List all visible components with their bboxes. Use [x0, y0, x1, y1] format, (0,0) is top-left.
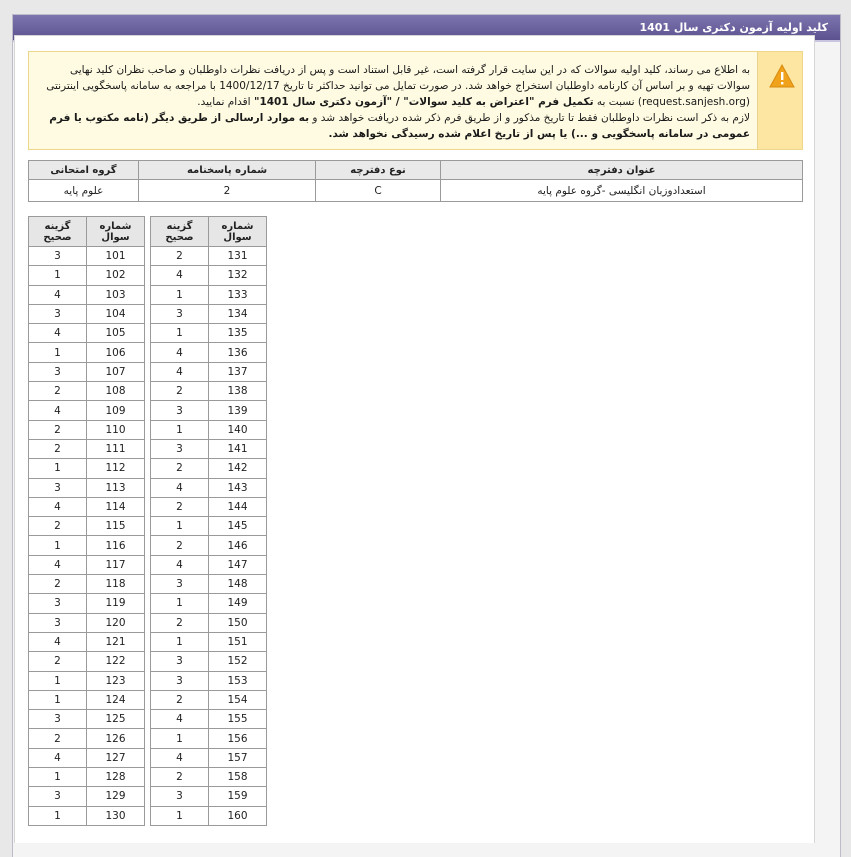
question-number: 147: [209, 555, 267, 574]
question-number: 118: [87, 575, 145, 594]
content-area: [14, 35, 815, 843]
header-answer-sheet-number: شماره پاسخنامه: [139, 161, 316, 180]
correct-option: 2: [29, 652, 87, 671]
correct-option: 1: [151, 632, 209, 651]
header-question-number: شماره سوال: [209, 217, 267, 247]
question-number: 150: [209, 613, 267, 632]
question-number: 102: [87, 266, 145, 285]
question-number: 105: [87, 324, 145, 343]
table-row: [151, 594, 267, 613]
correct-option: 3: [151, 401, 209, 420]
notice-bold2: به موارد ارسالی از طریق دیگر (نامه مکتوب یا فرم عمومی در سامانه پاسخگویی و ...) یا پس از تاریخ اعلام شده رسیدگی نخواهد شد.: [49, 112, 750, 140]
correct-option: 3: [151, 652, 209, 671]
answer-sheet-number: 2: [139, 180, 316, 202]
table-row: [29, 787, 145, 806]
booklet-info-table: [28, 160, 803, 202]
table-row: [29, 266, 145, 285]
correct-option: 4: [151, 343, 209, 362]
table-row: [151, 575, 267, 594]
question-number: 129: [87, 787, 145, 806]
question-number: 146: [209, 536, 267, 555]
table-row: [151, 748, 267, 767]
table-row: [29, 517, 145, 536]
correct-option: 2: [29, 382, 87, 401]
question-number: 157: [209, 748, 267, 767]
correct-option: 4: [151, 555, 209, 574]
correct-option: 4: [29, 324, 87, 343]
table-row: [29, 729, 145, 748]
table-row: [29, 401, 145, 420]
table-row: [151, 401, 267, 420]
table-row: [151, 266, 267, 285]
question-number: 111: [87, 439, 145, 458]
question-number: 120: [87, 613, 145, 632]
table-row: [151, 671, 267, 690]
correct-option: 1: [29, 536, 87, 555]
correct-option: 4: [29, 401, 87, 420]
correct-option: 2: [151, 382, 209, 401]
correct-option: 3: [151, 575, 209, 594]
table-row: [29, 324, 145, 343]
correct-option: 1: [29, 266, 87, 285]
table-row: [29, 497, 145, 516]
table-row: [151, 710, 267, 729]
correct-option: 4: [29, 497, 87, 516]
table-row: [151, 459, 267, 478]
header-exam-group: گروه امتحانی: [29, 161, 139, 180]
question-number: 155: [209, 710, 267, 729]
correct-option: 3: [29, 247, 87, 266]
table-row: [151, 768, 267, 787]
correct-option: 1: [29, 671, 87, 690]
correct-option: 3: [151, 304, 209, 323]
question-number: 156: [209, 729, 267, 748]
table-row: [151, 247, 267, 266]
correct-option: 4: [151, 266, 209, 285]
table-row: [29, 362, 145, 381]
table-row: [29, 536, 145, 555]
correct-option: 2: [29, 517, 87, 536]
notice-line2: اقدام نمایید.: [197, 96, 254, 108]
question-number: 114: [87, 497, 145, 516]
correct-option: 4: [151, 362, 209, 381]
question-number: 136: [209, 343, 267, 362]
question-number: 141: [209, 439, 267, 458]
booklet-type: C: [316, 180, 441, 202]
correct-option: 3: [29, 613, 87, 632]
question-number: 126: [87, 729, 145, 748]
table-row: [29, 439, 145, 458]
table-row: [29, 285, 145, 304]
question-number: 115: [87, 517, 145, 536]
correct-option: 4: [29, 632, 87, 651]
question-number: 133: [209, 285, 267, 304]
correct-option: 4: [151, 710, 209, 729]
question-number: 158: [209, 768, 267, 787]
question-number: 106: [87, 343, 145, 362]
table-row: [29, 382, 145, 401]
table-row: [29, 806, 145, 825]
notice-text: [35, 62, 750, 142]
table-row: [151, 304, 267, 323]
header-correct-option: گزینه صحیح: [151, 217, 209, 247]
table-row: [151, 632, 267, 651]
question-number: 116: [87, 536, 145, 555]
question-number: 132: [209, 266, 267, 285]
question-number: 149: [209, 594, 267, 613]
table-row: [151, 382, 267, 401]
table-row: [29, 459, 145, 478]
table-row: [29, 180, 803, 202]
table-row: [151, 536, 267, 555]
table-row: [151, 420, 267, 439]
correct-option: 1: [29, 806, 87, 825]
correct-option: 3: [151, 671, 209, 690]
question-number: 134: [209, 304, 267, 323]
correct-option: 1: [151, 285, 209, 304]
question-number: 103: [87, 285, 145, 304]
correct-option: 1: [29, 690, 87, 709]
table-row: [151, 652, 267, 671]
correct-option: 4: [151, 478, 209, 497]
table-row: [29, 710, 145, 729]
correct-option: 3: [151, 439, 209, 458]
question-number: 123: [87, 671, 145, 690]
question-number: 104: [87, 304, 145, 323]
question-number: 151: [209, 632, 267, 651]
question-number: 113: [87, 478, 145, 497]
question-number: 101: [87, 247, 145, 266]
table-row: [29, 478, 145, 497]
question-number: 117: [87, 555, 145, 574]
question-number: 128: [87, 768, 145, 787]
correct-option: 4: [29, 555, 87, 574]
table-row: [151, 806, 267, 825]
correct-option: 2: [151, 690, 209, 709]
correct-option: 2: [151, 497, 209, 516]
table-row: [29, 652, 145, 671]
table-row: [151, 478, 267, 497]
table-row: [151, 517, 267, 536]
correct-option: 2: [29, 575, 87, 594]
correct-option: 2: [151, 247, 209, 266]
correct-option: 2: [29, 729, 87, 748]
question-number: 122: [87, 652, 145, 671]
table-row: [151, 439, 267, 458]
answer-key-table-right: [150, 216, 267, 826]
notice-icon-column: [757, 52, 802, 149]
question-number: 119: [87, 594, 145, 613]
table-row: [29, 343, 145, 362]
question-number: 137: [209, 362, 267, 381]
question-number: 130: [87, 806, 145, 825]
table-row: [151, 497, 267, 516]
question-number: 124: [87, 690, 145, 709]
question-number: 140: [209, 420, 267, 439]
table-row: [151, 690, 267, 709]
question-number: 125: [87, 710, 145, 729]
notice-line3: لازم به ذکر است نظرات داوطلبان فقط تا تاریخ مذکور و از طریق فرم ذکر شده دریافت خواهد شد و: [309, 112, 750, 124]
table-row: [151, 787, 267, 806]
correct-option: 1: [151, 420, 209, 439]
table-row: [29, 575, 145, 594]
correct-option: 3: [29, 478, 87, 497]
question-number: 108: [87, 382, 145, 401]
table-row: [151, 324, 267, 343]
exam-group: علوم پایه: [29, 180, 139, 202]
question-number: 121: [87, 632, 145, 651]
table-row: [29, 304, 145, 323]
question-number: 135: [209, 324, 267, 343]
correct-option: 2: [29, 439, 87, 458]
question-number: 131: [209, 247, 267, 266]
header-correct-option: گزینه صحیح: [29, 217, 87, 247]
correct-option: 4: [29, 748, 87, 767]
question-number: 148: [209, 575, 267, 594]
table-row: [29, 671, 145, 690]
question-number: 144: [209, 497, 267, 516]
correct-option: 4: [29, 285, 87, 304]
table-row: [29, 594, 145, 613]
question-number: 109: [87, 401, 145, 420]
correct-option: 3: [29, 304, 87, 323]
correct-option: 2: [151, 768, 209, 787]
correct-option: 2: [151, 459, 209, 478]
question-number: 142: [209, 459, 267, 478]
question-number: 138: [209, 382, 267, 401]
panel-title: کلید اولیه آزمون دکتری سال 1401: [13, 15, 840, 42]
correct-option: 2: [151, 613, 209, 632]
correct-option: 1: [29, 768, 87, 787]
correct-option: 3: [29, 594, 87, 613]
question-number: 139: [209, 401, 267, 420]
table-row: [151, 555, 267, 574]
correct-option: 1: [151, 517, 209, 536]
question-number: 152: [209, 652, 267, 671]
correct-option: 1: [29, 343, 87, 362]
table-row: [29, 768, 145, 787]
correct-option: 4: [151, 748, 209, 767]
question-number: 154: [209, 690, 267, 709]
question-number: 143: [209, 478, 267, 497]
table-row: [151, 613, 267, 632]
correct-option: 1: [151, 806, 209, 825]
question-number: 127: [87, 748, 145, 767]
correct-option: 2: [29, 420, 87, 439]
table-row: [151, 729, 267, 748]
table-row: [29, 632, 145, 651]
table-row: [29, 690, 145, 709]
header-question-number: شماره سوال: [87, 217, 145, 247]
correct-option: 3: [151, 787, 209, 806]
table-row: [29, 613, 145, 632]
question-number: 160: [209, 806, 267, 825]
table-row: [29, 420, 145, 439]
question-number: 112: [87, 459, 145, 478]
question-number: 110: [87, 420, 145, 439]
notice-bold1: تکمیل فرم "اعتراض به کلید سوالات" / "آزمون دکتری سال 1401": [253, 96, 594, 108]
correct-option: 3: [29, 362, 87, 381]
table-row: [29, 247, 145, 266]
table-row: [151, 362, 267, 381]
correct-option: 3: [29, 710, 87, 729]
header-booklet-title: عنوان دفترچه: [441, 161, 803, 180]
notice-line1: به اطلاع می رساند، کلید اولیه سوالات که در این سایت قرار گرفته است، غیر قابل استناد است و پس از دریافت نظرات داوطلبان و صاحب نظران کلید نهایی سوالات تهیه و بر اساس آن کارنامه داوطلبان استخراج خواهد شد. در صورت تمایل می توانید حداکثر تا تاریخ 1400/12/17 با مراجعه به سامانه پاسخگویی اینترنتی (request.sanjesh.org) نسبت به: [46, 64, 750, 108]
question-number: 107: [87, 362, 145, 381]
table-row: [29, 748, 145, 767]
booklet-title: استعدادوزبان انگلیسی -گروه علوم پایه: [441, 180, 803, 202]
notice-box: [28, 51, 803, 150]
correct-option: 2: [151, 536, 209, 555]
correct-option: 1: [29, 459, 87, 478]
correct-option: 1: [151, 729, 209, 748]
question-number: 153: [209, 671, 267, 690]
table-row: [151, 343, 267, 362]
correct-option: 1: [151, 594, 209, 613]
question-number: 145: [209, 517, 267, 536]
table-row: [29, 555, 145, 574]
table-row: [151, 285, 267, 304]
header-booklet-type: نوع دفترچه: [316, 161, 441, 180]
answer-key-table-left: [28, 216, 145, 826]
correct-option: 1: [151, 324, 209, 343]
warning-icon: [769, 64, 795, 88]
correct-option: 3: [29, 787, 87, 806]
question-number: 159: [209, 787, 267, 806]
